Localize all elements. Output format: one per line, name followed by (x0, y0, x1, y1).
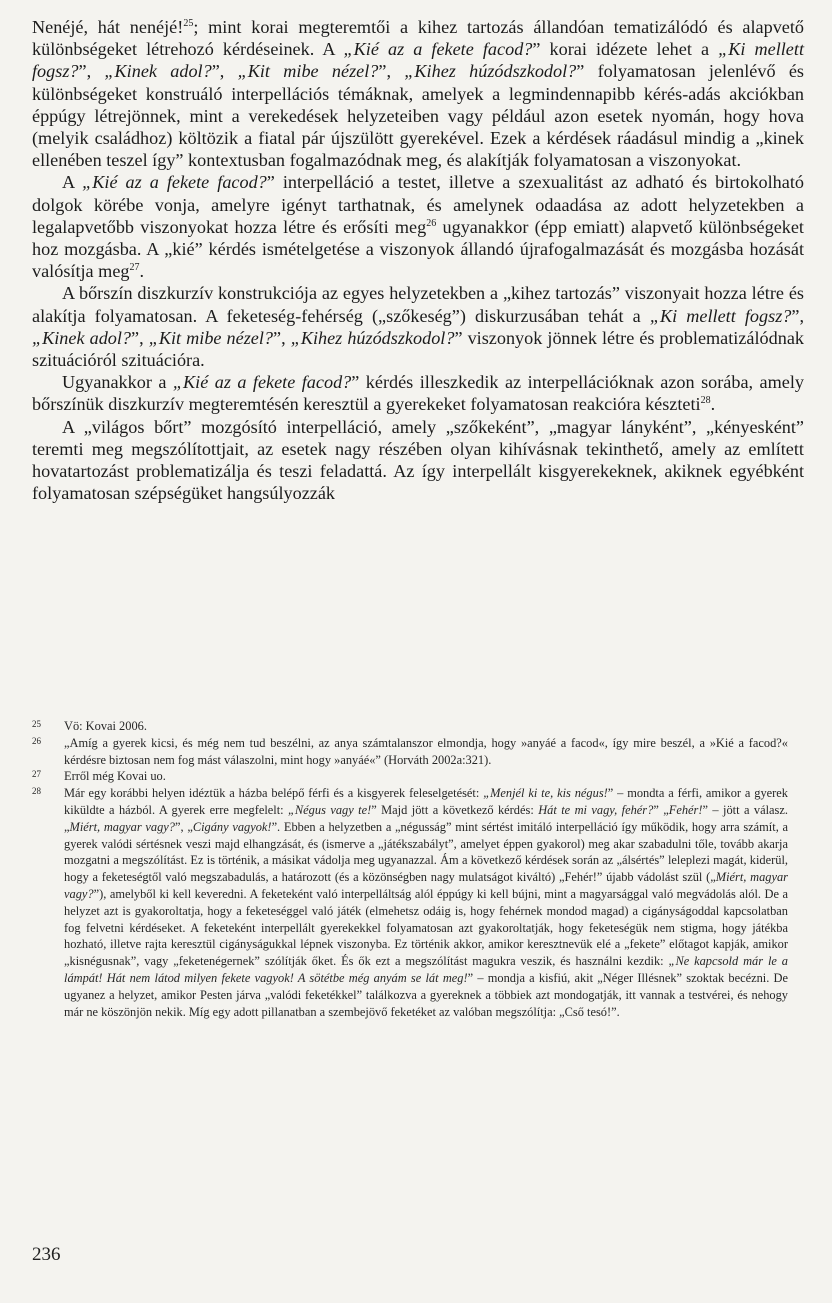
text-run: ugyanakkor (épp emiatt) alapvető különbségeket hoz mozgásba. A „kié” kérdés ismételgetése a viszonyok állandó újrafogalmazását és mozgásba hozását valósítja meg (32, 216, 804, 282)
text-run: Nenéjé, hát nenéjé! (32, 17, 184, 37)
italic-quote: „Kié az a fekete facod? (172, 372, 352, 393)
text-run: ” – mondta a férfi, amikor a gyerek kiküldte a házból. A gyerek erre megfelelt: (64, 786, 788, 817)
paragraph (32, 371, 804, 415)
italic-quote: „Ne kapcsold már le a lámpát! Hát nem látod milyen fekete vagyok! A sötétbe még anyám se lát meg! (64, 954, 788, 985)
italic-quote: „Kié az a fekete facod? (82, 172, 267, 193)
text-run: ” interpelláció a testet, illetve a szexualitást az adható és birtokolható dolgok körébe vonja, amelyre igényt tarthatnak, és amelynek odaadása az adott helyzetekben a legalapvetőbb viszonyokat hozza létre és erősíti meg (32, 172, 804, 237)
footnote-ref: 27 (129, 262, 140, 274)
text-run: ” kérdés illeszkedik az interpellációknak azon sorába, amely bőrszínük diszkurzív megteremtésén keresztül a gyerekeket folyamatosan reakcióra készteti (32, 372, 804, 415)
paragraph (32, 282, 804, 371)
italic-quote: „Kit mibe nézel? (148, 327, 274, 348)
text-run: . (139, 261, 145, 282)
footnote-ref: 26 (426, 217, 437, 229)
footnote (32, 718, 788, 735)
italic-quote: „Kihez húzódszkodol? (290, 327, 455, 348)
text-run: ”, (211, 61, 238, 82)
paragraph (32, 171, 804, 282)
text-run: ”, (791, 305, 804, 326)
text-run: ”, (78, 61, 105, 82)
italic-quote: Hát te mi vagy, fehér? (538, 802, 654, 817)
text-run: ” – jött a válasz. „ (64, 802, 788, 834)
text-run: ” „ (653, 802, 669, 817)
italic-quote: Miért, magyar vagy? (69, 819, 175, 834)
italic-quote: „Kinek adol? (104, 61, 212, 82)
text-run: ”), amelyből ki kell keveredni. A feketeként való interpelláltság alól éppúgy ki kell bújni, mint a magyarsággal való megvádolás alól. De a helyzet azt is gyakoroltatja, hogy a feketeséggel való játék (elmehetsz odáig is, hogy fehérnek mondod magad) a cigányságoddal kapcsolatban fog felvetni kérdéseket. A feketeként interpellált gyerekekkel folyamatosan azt gyakoroltatják, hogy feketeségük nem stigma, hogy játékba hozható, illetve rajta keresztül cigányságukkal lépnek viszonyba. Ez történik akkor, amikor keresztnevük elé a „fekete” előtagot kapják, amikor „kisnégusnak”, vagy „feketenégernek” szólítják őket. És ők ezt a megszólítást magukra veszik, és használni kezdik: (64, 886, 788, 969)
text-run: ”, (273, 327, 291, 348)
footnote-number: 28 (32, 786, 41, 797)
footnotes (32, 718, 788, 1020)
footnote-ref: 25 (183, 18, 194, 29)
italic-quote: Fehér! (668, 802, 703, 817)
text-run: A „világos bőrt” mozgósító interpelláció, amely „szőkeként”, „magyar lányként”, „kényesként” teremti meg megszólítottjait, az esetek nagy részében olyan kihívásnak tekinthető, amely az említett hovatartozást problematizálja és teszi feladattá. Az így interpellált kisgyerekeknek, akiknek egyébként folyamatosan szépségüket hangsúlyozzák (32, 416, 804, 504)
text-run: A (62, 172, 83, 193)
text-run: . (710, 394, 716, 415)
footnote-number: 27 (32, 769, 41, 780)
italic-quote: „Kit mibe nézel? (237, 61, 379, 82)
footnote-ref: 28 (700, 395, 711, 407)
paragraph (32, 16, 804, 171)
italic-quote: „Kinek adol? (32, 327, 132, 348)
text-run: ” folyamatosan jelenlévő és különbségeket konstruáló interpellációs témáknak, amelyek a legmindennapibb kérés-adás akciókban éppúgy létrejönnek, mint a verekedések helyzeteiben vagy például azon esetek nyomán, hogy hova (melyik családhoz) költözik a fiatal pár újszülött gyerekével. Ezek a kérdések ráadásul mindig a „kinek ellenében teszel így” kontextusban fogalmazódnak meg, és alakítják folyamatosan a viszonyokat. (32, 61, 804, 171)
italic-quote: „Menjél ki te, kis négus! (483, 786, 608, 801)
italic-quote: Cigány vagyok! (192, 819, 272, 834)
footnote (32, 785, 788, 1020)
text-run: „Amíg a gyerek kicsi, és még nem tud beszélni, az anya számtalanszor elmondja, hogy »anyáé a facod«, így mire beszél, a »Kié a facod?« kérdésre biztosan nem fog mást válaszolni, mint hogy »anyáé«” (Horváth 2002a:321). (64, 735, 788, 767)
text-run: ”. Ebben a helyzetben a „négusság” mint sértést imitáló interpelláció így működik, hogy arra számít, a gyerek valódi sértésnek veszi majd elhangzását, és (ismerve a „játékszabályt”, amelyet éppen gyakorol) meg akar szabadulni tőle, tovább akarja mozgatni a megszólítást. Ez is történik, a másikat vádolja meg ugyanazzal. Ám a következő kérdések során az „álsértés” leleplezi magát, kiderül, hogy a feketeségtől való megszabadulás, a határozott (és a közönségben nagy mulatságot kiváltó) „Fehér!” újabb vádolást szül („ (64, 819, 789, 885)
text-run: ” – mondja a kisfiú, akit „Néger Illésnek” szoktak becézni. De ugyanez a helyzet, amikor Pesten járva „valódi feketékkel” találkozva a gyereknek a többiek azt mondogatják, itt vannak a testvérei, és nehogy már ne köszönjön nekik. Míg egy adott pillanatban a szembejövő feketéket az valóban megszólítja: „Cső tesó!”. (64, 970, 788, 1019)
italic-quote: Miért, magyar vagy? (64, 870, 788, 901)
text-run: Erről még Kovai uo. (64, 769, 166, 784)
text-run: Vö: Kovai 2006. (64, 719, 147, 733)
text-run: Ugyanakkor a (62, 372, 173, 393)
text-run: ” viszonyok jönnek létre és problematizálódnak szituációról szituációra. (32, 327, 804, 371)
text-run: ”, „ (175, 819, 193, 834)
italic-quote: „Ki mellett fogsz? (649, 305, 792, 326)
page-number: 236 (32, 1244, 61, 1265)
text-run: ” korai idézete lehet a (532, 39, 719, 60)
text-run: ” Majd jött a következő kérdés: (371, 802, 539, 817)
italic-quote: „Kihez húzódszkodol? (404, 61, 577, 82)
italic-quote: „Négus vagy te! (288, 802, 372, 817)
footnote (32, 768, 788, 785)
italic-quote: „Ki mellett fogsz? (32, 39, 804, 82)
italic-quote: „Kié az a fekete facod? (343, 39, 533, 60)
footnote-number: 25 (32, 719, 41, 729)
main-text (32, 16, 804, 504)
footnote (32, 735, 788, 769)
text-run: ”, (131, 327, 149, 348)
text-run: ; mint korai megteremtői a kihez tartozás állandóan tematizálódó és alapvető különbségeket létrehozó kérdéseinek. A (32, 17, 805, 60)
paragraph (32, 416, 804, 505)
text-run: A bőrszín diszkurzív konstrukciója az egyes helyzetekben a „kihez tartozás” viszonyait hozza létre és alakítja folyamatosan. A feketeség-fehérség („szőkeség”) diskurzusában tehát a (32, 283, 804, 326)
footnote-number: 26 (32, 735, 41, 746)
text-run: Már egy korábbi helyen idéztük a házba belépő férfi és a kisgyerek feleselgetését: (64, 786, 484, 801)
text-run: ”, (378, 61, 405, 82)
